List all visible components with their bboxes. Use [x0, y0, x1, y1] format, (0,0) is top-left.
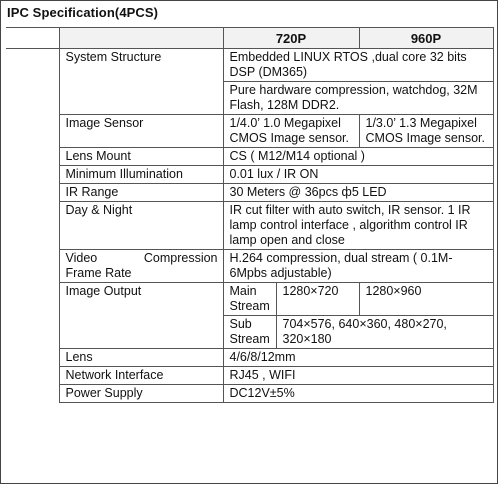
- row-label-network-interface: Network Interface: [59, 367, 223, 385]
- main-stream-960p: 1280×960: [359, 283, 493, 316]
- sub-stream-label: Sub Stream: [223, 316, 276, 349]
- row-label-minimum-illumination: Minimum Illumination: [59, 166, 223, 184]
- column-header-960p: 960P: [359, 28, 493, 49]
- network-interface-value: RJ45 , WIFI: [223, 367, 493, 385]
- video-compression-value: H.264 compression, dual stream ( 0.1M-6Mpbs adjustable): [223, 250, 493, 283]
- main-stream-label: Main Stream: [223, 283, 276, 316]
- ir-range-value: 30 Meters @ 36pcs ф5 LED: [223, 184, 493, 202]
- table-row: [6, 283, 493, 316]
- header-row: [6, 28, 493, 49]
- frame-rate-label: Frame Rate: [65, 266, 132, 280]
- table-row: [6, 250, 493, 283]
- system-structure-value-2: Pure hardware compression, watchdog, 32M Flash, 128M DDR2.: [223, 82, 493, 115]
- day-night-value: IR cut filter with auto switch, IR sensor. 1 IR lamp control interface , algorithm control IR lamp open and close: [223, 202, 493, 250]
- table-row: [6, 367, 493, 385]
- lens-mount-value: CS ( M12/M14 optional ): [223, 148, 493, 166]
- lens-value: 4/6/8/12mm: [223, 349, 493, 367]
- minimum-illumination-value: 0.01 lux / IR ON: [223, 166, 493, 184]
- row-label-lens: Lens: [59, 349, 223, 367]
- table-row: [6, 385, 493, 403]
- column-header-720p: 720P: [223, 28, 359, 49]
- table-row: [6, 148, 493, 166]
- row-label-video-compression: [59, 250, 223, 283]
- row-label-image-sensor: Image Sensor: [59, 115, 223, 148]
- table-row: [6, 349, 493, 367]
- power-supply-value: DC12V±5%: [223, 385, 493, 403]
- spec-table: [6, 27, 494, 403]
- table-row: [6, 166, 493, 184]
- row-label-lens-mount: Lens Mount: [59, 148, 223, 166]
- table-row: [6, 184, 493, 202]
- image-sensor-960p: 1/3.0’ 1.3 Megapixel CMOS Image sensor.: [359, 115, 493, 148]
- row-label-system-structure: System Structure: [59, 49, 223, 115]
- row-label-image-output: Image Output: [59, 283, 223, 349]
- row-label-day-night: Day & Night: [59, 202, 223, 250]
- document-title: IPC Specification(4PCS): [7, 5, 159, 20]
- row-label-power-supply: Power Supply: [59, 385, 223, 403]
- sub-stream-value: 704×576, 640×360, 480×270, 320×180: [276, 316, 493, 349]
- header-blank-cell: [59, 28, 223, 49]
- row-label-ir-range: IR Range: [59, 184, 223, 202]
- table-row: [6, 115, 493, 148]
- video-compression-label: Video Compression: [65, 251, 218, 265]
- image-sensor-720p: 1/4.0’ 1.0 Megapixel CMOS Image sensor.: [223, 115, 359, 148]
- table-row: [6, 49, 493, 82]
- main-stream-720p: 1280×720: [276, 283, 359, 316]
- table-gutter: [6, 49, 59, 403]
- table-row: [6, 202, 493, 250]
- system-structure-value-1: Embedded LINUX RTOS ,dual core 32 bits DSP (DM365): [223, 49, 493, 82]
- gutter-header: [6, 28, 59, 49]
